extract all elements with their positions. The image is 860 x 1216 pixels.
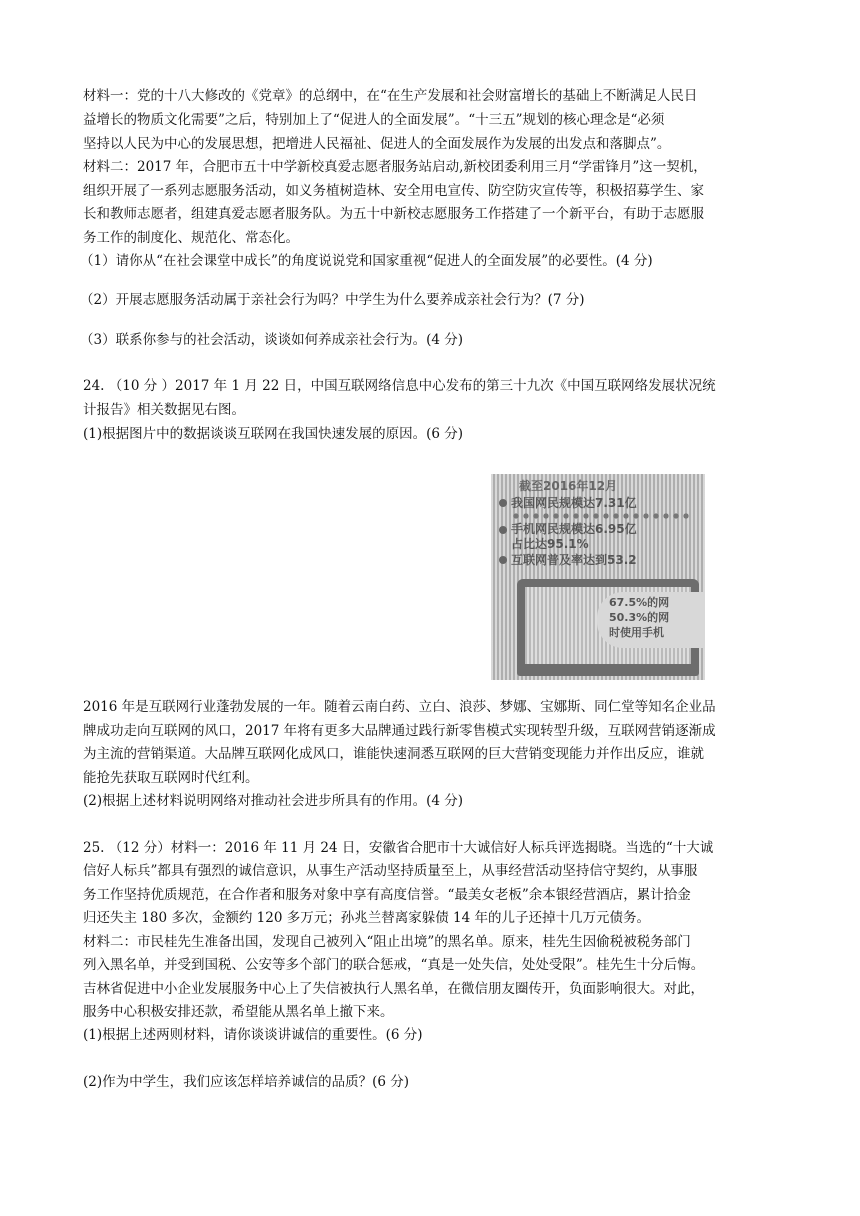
device-usage-line-2: 50.3%的网 [609, 611, 670, 624]
question-25-material-2-line-2: 列入黑名单，并受到国税、公安等多个部门的联合惩戒，“真是一处失信，处处受限”。桂先生十分后悔。 [83, 957, 705, 973]
infographic-stat-mobile-share: 占比达95.1% [511, 537, 589, 551]
bullet-icon [499, 556, 507, 564]
question-24-material-line-1: 2016 年是互联网行业蓬勃发展的一年。随着云南白药、立白、浪莎、梦娜、宝娜斯、同仁堂等知名企业品 [83, 699, 716, 715]
question-25-material-1-line-1: 25. （12 分）材料一：2016 年 11 月 24 日，安徽省合肥市十大诚信好人标兵评选揭晓。当选的“十大诚 [83, 840, 714, 856]
question-25-1: (1)根据上述两则材料，请你谈谈讲诚信的重要性。(6 分) [83, 1027, 423, 1043]
bullet-icon [499, 499, 507, 507]
material-1-line-1: 材料一：党的十八大修改的《党章》的总纲中，在“在生产发展和社会财富增长的基础上不断满足人民日 [83, 88, 698, 104]
material-2-line-4: 务工作的制度化、规范化、常态化。 [83, 230, 299, 246]
material-1-line-2: 益增长的物质文化需要”之后，特别加上了“促进人的全面发展”。“十三五”规划的核心理念是“必须 [83, 112, 665, 128]
question-25-material-1-line-2: 信好人标兵”都具有强烈的诚信意识，从事生产活动坚持质量至上，从事经营活动坚持信守契约，从事服 [83, 863, 698, 879]
monitor-stand-icon [517, 664, 699, 676]
question-24-2: (2)根据上述材料说明网络对推动社会进步所具有的作用。(4 分) [83, 793, 464, 809]
question-23-1: （1）请你从“在社会课堂中成长”的角度说说党和国家重视“促进人的全面发展”的必要性。(4 分) [80, 253, 653, 269]
question-23-2: （2）开展志愿服务活动属于亲社会行为吗？中学生为什么要养成亲社会行为？(7 分) [80, 292, 585, 308]
infographic-stat-netizens: 我国网民规模达7.31亿 [511, 496, 637, 510]
question-25-material-2-line-4: 服务中心积极安排还款，希望能从黑名单上撤下来。 [83, 1004, 394, 1020]
question-25-material-1-line-4: 归还失主 180 多次，金额约 120 多万元；孙兆兰替离家躲债 14 年的儿子还掉十几万元债务。 [83, 910, 650, 926]
bullet-icon [499, 526, 507, 534]
material-2-line-1: 材料二：2017 年，合肥市五十中学新校真爱志愿者服务站启动,新校团委利用三月“学雷锋月”这一契机， [83, 159, 707, 175]
material-2-line-2: 组织开展了一系列志愿服务活动，如义务植树造林、安全用电宣传、防空防灾宣传等，积极招募学生、家 [83, 183, 704, 199]
question-24-material-line-3: 为主流的营销渠道。大品牌互联网化成风口，谁能快速洞悉互联网的巨大营销变现能力并作出反应，谁就 [83, 746, 704, 762]
infographic-stat-penetration: 互联网普及率达到53.2 [511, 553, 637, 567]
question-24-1: (1)根据图片中的数据谈谈互联网在我国快速发展的原因。(6 分) [83, 426, 464, 442]
question-24-material-line-2: 牌成功走向互联网的风口，2017 年将有更多大品牌通过践行新零售模式实现转型升级，互联网营销逐渐成 [83, 723, 716, 739]
question-25-material-2-line-1: 材料二：市民桂先生准备出国，发现自己被列入“阻止出境”的黑名单。原来，桂先生因偷税被税务部门 [83, 934, 691, 950]
internet-statistics-infographic [491, 474, 705, 680]
question-25-material-2-line-3: 吉林省促进中小企业发展服务中心上了失信被执行人黑名单，在微信朋友圈传开，负面影响很大。对此， [83, 981, 704, 997]
question-25-2: (2)作为中学生，我们应该怎样培养诚信的品质？(6 分) [83, 1074, 410, 1090]
question-24-intro-line-1: 24. （10 分 ）2017 年 1 月 22 日，中国互联网络信息中心发布的第三十九次《中国互联网络发展状况统 [83, 378, 716, 394]
device-usage-line-1: 67.5%的网 [609, 596, 670, 609]
material-2-line-3: 长和教师志愿者，组建真爱志愿者服务队。为五十中新校志愿服务工作搭建了一个新平台，有助于志愿服 [83, 206, 704, 222]
question-24-intro-line-2: 计报告》相关数据见右图。 [83, 402, 245, 418]
question-23-3: （3）联系你参与的社会活动，谈谈如何养成亲社会行为。(4 分) [80, 332, 464, 348]
device-usage-line-3: 时使用手机 [609, 626, 664, 639]
material-1-line-3: 坚持以人民为中心的发展思想，把增进人民福祉、促进人的全面发展作为发展的出发点和落脚点”。 [83, 136, 671, 152]
infographic-header: 截至2016年12月 [519, 479, 618, 493]
question-25-material-1-line-3: 务工作坚持优质规范，在合作者和服务对象中享有高度信誉。“最美女老板”余本银经营酒店，累计拾金 [83, 887, 691, 903]
question-24-material-line-4: 能抢先获取互联网时代红利。 [83, 770, 259, 786]
infographic-stat-mobile: 手机网民规模达6.95亿 [511, 522, 637, 536]
